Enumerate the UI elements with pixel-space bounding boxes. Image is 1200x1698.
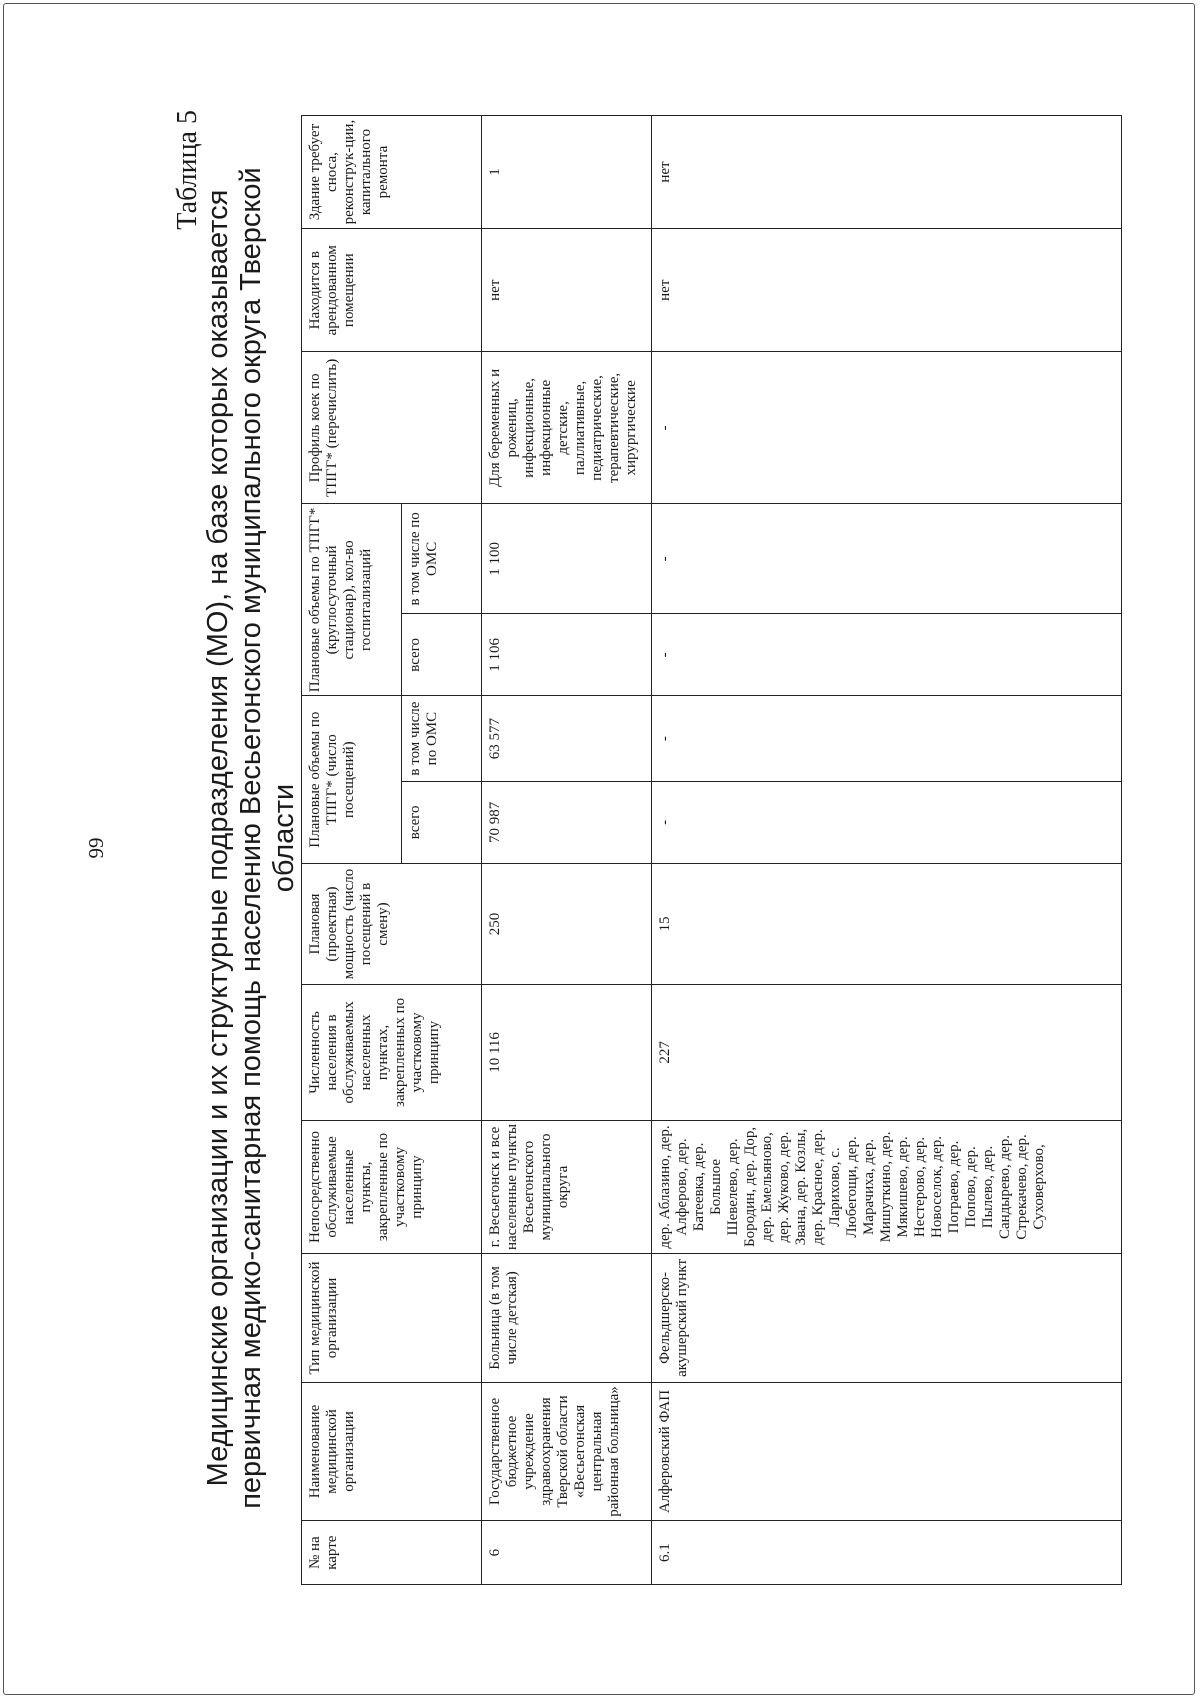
header-row bbox=[302, 116, 402, 1585]
table-row bbox=[482, 116, 652, 1585]
cell-served: г. Весьегонск и все населенные пункты Весьегонского муниципального округа bbox=[482, 1120, 652, 1254]
col-demolition: Здание требует сноса, реконструк-ции, капитального ремонта bbox=[302, 116, 482, 229]
page-number: 99 bbox=[84, 837, 108, 859]
col-rented: Находится в арендованном помещении bbox=[302, 229, 482, 352]
table-row bbox=[652, 116, 1122, 1585]
cell-rented: нет bbox=[652, 229, 1122, 352]
col-visits-total: всего bbox=[402, 781, 482, 863]
cell-hosp-total: - bbox=[652, 614, 1122, 696]
col-visits-oms: в том числе по ОМС bbox=[402, 696, 482, 781]
cell-hosp-oms: 1 100 bbox=[482, 504, 652, 614]
cell-type: Больница (в том числе детская) bbox=[482, 1254, 652, 1382]
cell-population: 227 bbox=[652, 985, 1122, 1121]
col-hosp-oms: в том числе по ОМС bbox=[402, 504, 482, 614]
cell-hosp-oms: - bbox=[652, 504, 1122, 614]
cell-served: дер. Аблазино, дер. Алферово, дер. Батеевка, дер. Большое Шевелево, дер. Бородин, дер. Дор, дер. Емельяново, дер. Жуково, дер. Звана, дер. Козлы, дер. Красное, дер. Ларихово, с. Любегощи, дер. Марачиха, дер. Мишуткино, дер. Мякишево, дер. Нестерово, дер. Новоселок, дер. Пограево, дер. Попово, дер. Пылево, дер. Сандырево, дер. Стрекачево, дер. Суховерхово, bbox=[652, 1120, 1122, 1254]
cell-visits-total: - bbox=[652, 781, 1122, 863]
col-hosp-total: всего bbox=[402, 614, 482, 696]
cell-num: 6 bbox=[482, 1521, 652, 1585]
cell-population: 10 116 bbox=[482, 985, 652, 1121]
cell-demolition: нет bbox=[652, 116, 1122, 229]
cell-num: 6.1 bbox=[652, 1521, 1122, 1585]
cell-capacity: 15 bbox=[652, 863, 1122, 984]
col-capacity: Плановая (проектная) мощность (число посещений в смену) bbox=[302, 863, 482, 984]
page-title: Медицинские организации и их структурные подразделения (МО), на базе которых оказывается первичная медико-санитарная помощь населению Весьегонского муниципального округа Тверской области bbox=[202, 167, 300, 1509]
cell-beds: Для беременных и рожениц, инфекционные, инфекционные детские, паллиативные, педиатрические, терапевтические, хирургические bbox=[482, 352, 652, 504]
table-label: Таблица 5 bbox=[172, 110, 203, 230]
col-served: Непосредственно обслуживаемые населенные пункты, закрепленные по участковому принципу bbox=[302, 1120, 482, 1254]
cell-rented: нет bbox=[482, 229, 652, 352]
organizations-table bbox=[301, 115, 1122, 1585]
cell-hosp-total: 1 106 bbox=[482, 614, 652, 696]
cell-type: Фельдшерско-акушерский пункт bbox=[652, 1254, 1122, 1382]
cell-demolition: 1 bbox=[482, 116, 652, 229]
cell-beds: - bbox=[652, 352, 1122, 504]
col-num: № на карте bbox=[302, 1521, 482, 1585]
cell-visits-total: 70 987 bbox=[482, 781, 652, 863]
cell-name: Алферовский ФАП bbox=[652, 1382, 1122, 1521]
col-population: Численность населения в обслуживаемых населенных пунктах, закрепленных по участковому принципу bbox=[302, 985, 482, 1121]
cell-name: Государственное бюджетное учреждение здравоохранения Тверской области «Весьегонская центральная районная больница» bbox=[482, 1382, 652, 1521]
col-name: Наименование медицинской организации bbox=[302, 1382, 482, 1521]
col-type: Тип медицинской организации bbox=[302, 1254, 482, 1382]
cell-visits-oms: - bbox=[652, 696, 1122, 781]
col-beds: Профиль коек по ТПГГ* (перечислить) bbox=[302, 352, 482, 504]
col-hosp: Плановые объемы по ТПГГ* (круглосуточный стационар), кол-во госпитализаций bbox=[302, 504, 402, 696]
cell-capacity: 250 bbox=[482, 863, 652, 984]
col-visits: Плановые объемы по ТПГГ* (число посещений) bbox=[302, 696, 402, 863]
cell-visits-oms: 63 577 bbox=[482, 696, 652, 781]
